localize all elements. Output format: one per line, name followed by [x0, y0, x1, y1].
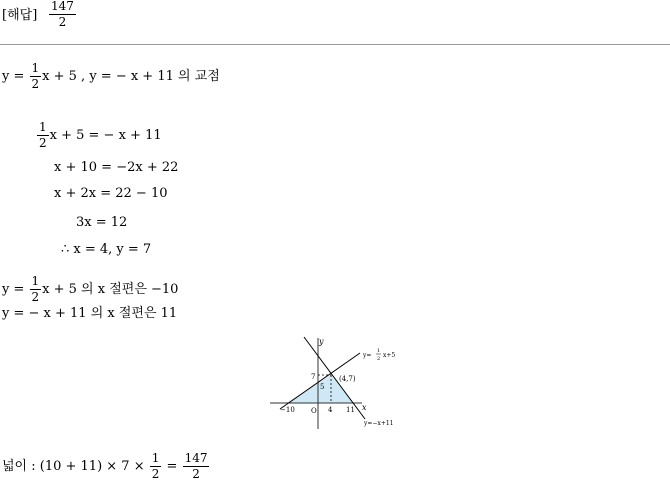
answer-numerator: 147	[51, 0, 74, 13]
intro-frac-den: 2	[31, 77, 40, 91]
area-frac-den: 2	[151, 467, 160, 481]
intro-line	[2, 62, 220, 91]
intercept-line-1-suffix: x + 5 의 x 절편은 −10	[42, 282, 179, 297]
label-neg10: −10	[280, 406, 295, 414]
intro-prefix: y =	[2, 69, 25, 84]
answer-fraction	[48, 0, 77, 29]
label-11: 11	[346, 406, 355, 414]
graph	[266, 332, 411, 432]
solve-line-4: 3x = 12	[76, 215, 128, 230]
x-axis-label: x	[362, 403, 367, 412]
label-4: 4	[328, 406, 333, 414]
area-result-den: 2	[192, 467, 200, 481]
line-1-label-num: 1	[377, 348, 381, 354]
intercept-frac-num: 1	[31, 274, 40, 288]
intercept-line-1	[2, 275, 178, 304]
area-prefix: 넓이 : (10 + 11) × 7 ×	[2, 459, 145, 474]
intercept-line-2: y = − x + 11 의 x 절편은 11	[2, 306, 178, 321]
solve-line-3: x + 2x = 22 − 10	[54, 186, 168, 201]
line-1-label-prefix: y=	[363, 352, 372, 359]
solve-line-1-suffix: x + 5 = − x + 11	[49, 128, 162, 143]
label-5: 5	[320, 383, 325, 391]
intercept-prefix: y =	[2, 282, 25, 297]
solve-line-2: x + 10 = −2x + 22	[54, 160, 179, 175]
solve-line-1	[36, 121, 162, 150]
area-frac-num: 1	[151, 451, 160, 465]
y-axis-label: y	[319, 337, 324, 346]
answer-denominator: 2	[58, 15, 67, 29]
answer-label: [해답]	[2, 8, 38, 23]
line-1-label-suffix: x+5	[383, 352, 396, 359]
intro-suffix: x + 5 , y = − x + 11 의 교점	[42, 69, 220, 84]
solve-frac-num: 1	[39, 120, 47, 134]
line-1-label-den: 2	[377, 356, 381, 362]
area-equals: =	[166, 459, 178, 474]
area-line	[2, 452, 210, 481]
intro-frac-num: 1	[31, 61, 40, 75]
solve-line-5: ∴ x = 4, y = 7	[61, 242, 152, 257]
area-result-num: 147	[184, 451, 208, 465]
line-2-label: y=−x+11	[364, 420, 394, 427]
label-7: 7	[311, 373, 316, 381]
divider	[0, 44, 670, 45]
solve-frac-den: 2	[39, 136, 47, 150]
intercept-frac-den: 2	[31, 290, 40, 304]
origin-label: O	[311, 407, 317, 415]
point-label: (4,7)	[339, 375, 356, 383]
